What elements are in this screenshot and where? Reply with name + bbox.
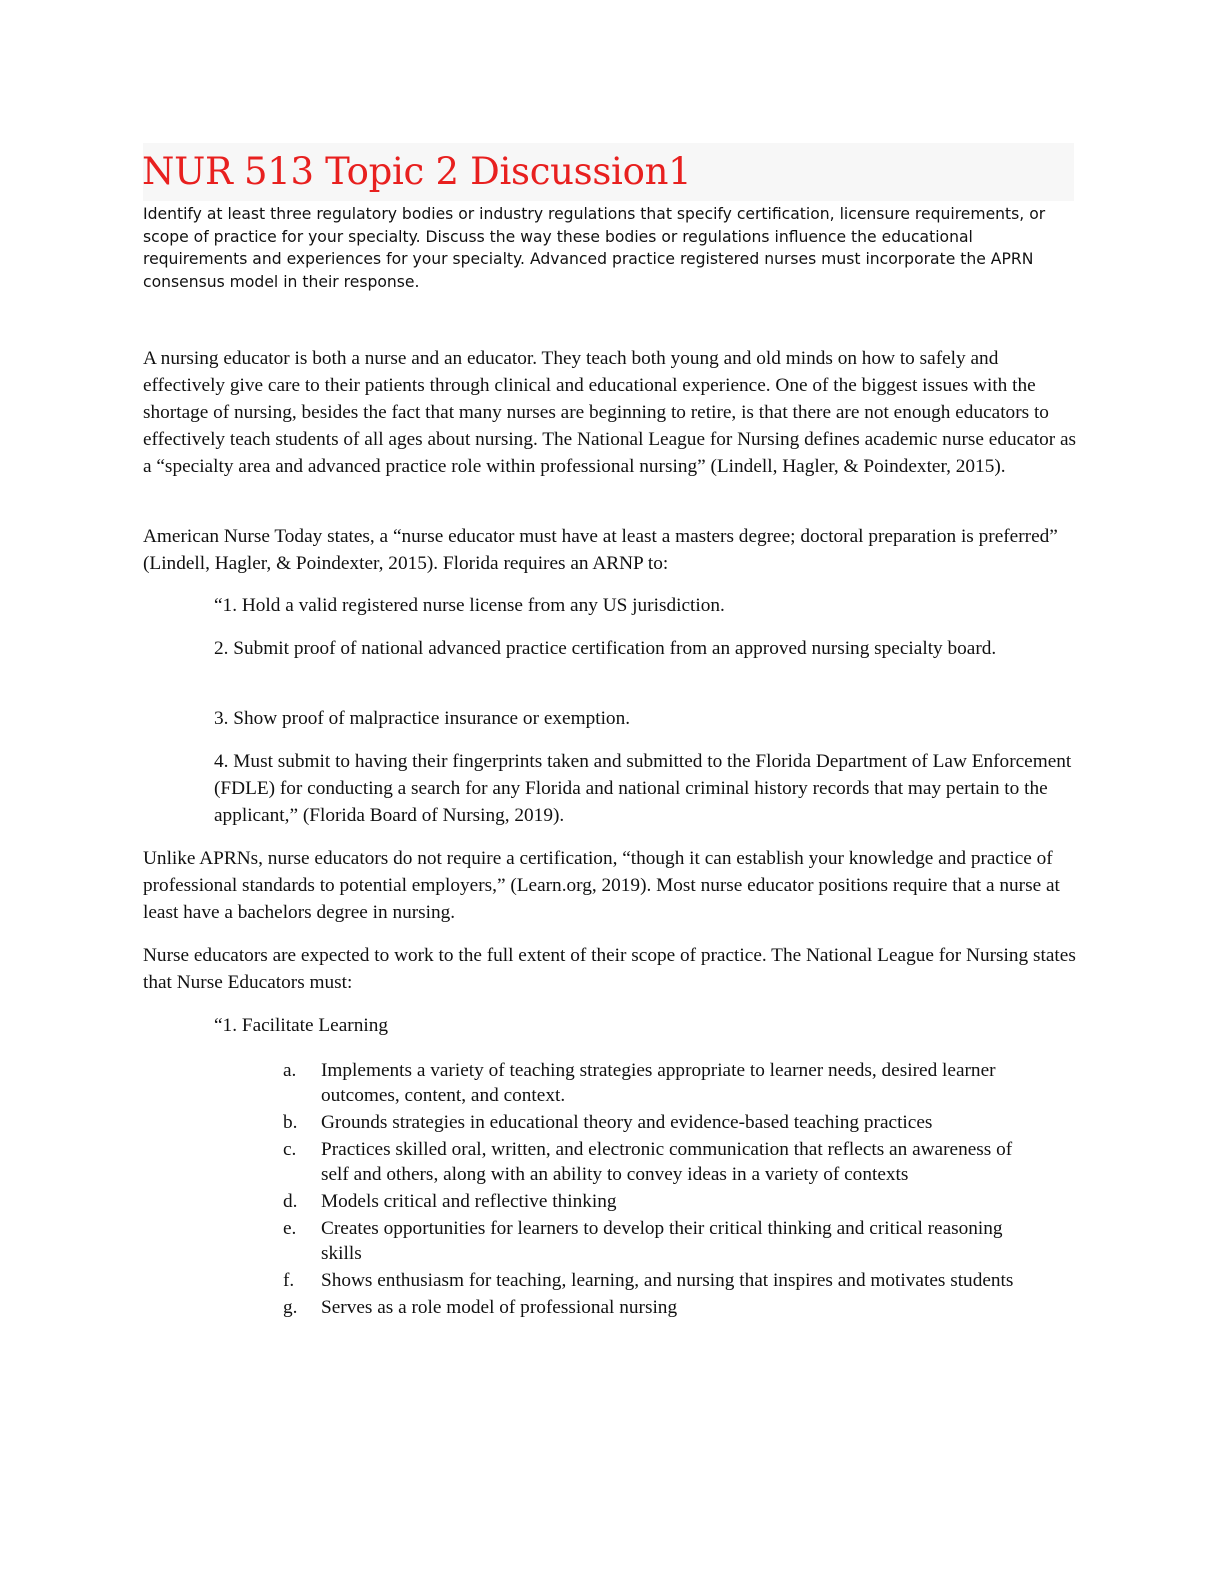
list-marker: b. [283,1112,298,1133]
arnp-requirement-1: “1. Hold a valid registered nurse license from any US jurisdiction. [214,595,725,616]
list-item-text: Shows enthusiasm for teaching, learning, and nursing that inspires and motivates students [321,1270,1014,1291]
list-item [283,1268,1043,1293]
list-marker: c. [283,1139,297,1160]
list-marker: f. [283,1270,295,1291]
list-item [283,1189,1043,1214]
competency-list [283,1058,1043,1320]
competency-heading: “1. Facilitate Learning [214,1015,388,1036]
paragraph-certification: Unlike APRNs, nurse educators do not require a certification, “though it can establish your knowledge and practice of professional standards to potential employers,” (Learn.org, 2019). Most nurse educator positions require that a nurse at least have a bachelors degree in nursing. [143,848,1060,923]
list-marker: e. [283,1218,297,1239]
list-marker: g. [283,1297,298,1318]
arnp-requirement-4: 4. Must submit to having their fingerprints taken and submitted to the Florida Department of Law Enforcement (FDLE) for conducting a search for any Florida and national criminal history records that may pertain to the applicant,” (Florida Board of Nursing, 2019). [214,751,1072,826]
list-item-text: Grounds strategies in educational theory and evidence-based teaching practices [321,1112,933,1133]
document-title: NUR 513 Topic 2 Discussion1 [142,150,692,193]
list-item [283,1137,1043,1187]
list-item-text: Creates opportunities for learners to develop their critical thinking and critical reasoning skills [321,1218,1003,1264]
arnp-requirement-2: 2. Submit proof of national advanced practice certification from an approved nursing specialty board. [214,638,997,659]
discussion-prompt: Identify at least three regulatory bodies or industry regulations that specify certification, licensure requirements, or scope of practice for your specialty. Discuss the way these bodies or regulations influence the educational requirements and experiences for your specialty. Advanced practice registered nurses must incorporate the APRN consensus model in their response. [143,205,1046,291]
paragraph-requirements: American Nurse Today states, a “nurse educator must have at least a masters degree; doctoral preparation is preferred” (Lindell, Hagler, & Poindexter, 2015). Florida requires an ARNP to: [143,526,1058,574]
list-item-text: Practices skilled oral, written, and electronic communication that reflects an awareness of self and others, along with an ability to convey ideas in a variety of contexts [321,1139,1013,1185]
list-item [283,1110,1043,1135]
list-item-text: Implements a variety of teaching strategies appropriate to learner needs, desired learner outcomes, content, and context. [321,1060,996,1106]
list-item-text: Models critical and reflective thinking [321,1191,617,1212]
arnp-requirement-3: 3. Show proof of malpractice insurance or exemption. [214,708,631,729]
list-marker: d. [283,1191,298,1212]
list-item [283,1295,1043,1320]
paragraph-intro: A nursing educator is both a nurse and an educator. They teach both young and old minds on how to safely and effectively give care to their patients through clinical and educational experience. One of the biggest issues with the shortage of nursing, besides the fact that many nurses are beginning to retire, is that there are not enough educators to effectively teach students of all ages about nursing. The National League for Nursing defines academic nurse educator as a “specialty area and advanced practice role within professional nursing” (Lindell, Hagler, & Poindexter, 2015). [143,348,1077,477]
paragraph-scope: Nurse educators are expected to work to the full extent of their scope of practice. The National League for Nursing states that Nurse Educators must: [143,945,1076,993]
list-item [283,1216,1043,1266]
list-item-text: Serves as a role model of professional nursing [321,1297,678,1318]
list-item [283,1058,1043,1108]
list-marker: a. [283,1060,297,1081]
